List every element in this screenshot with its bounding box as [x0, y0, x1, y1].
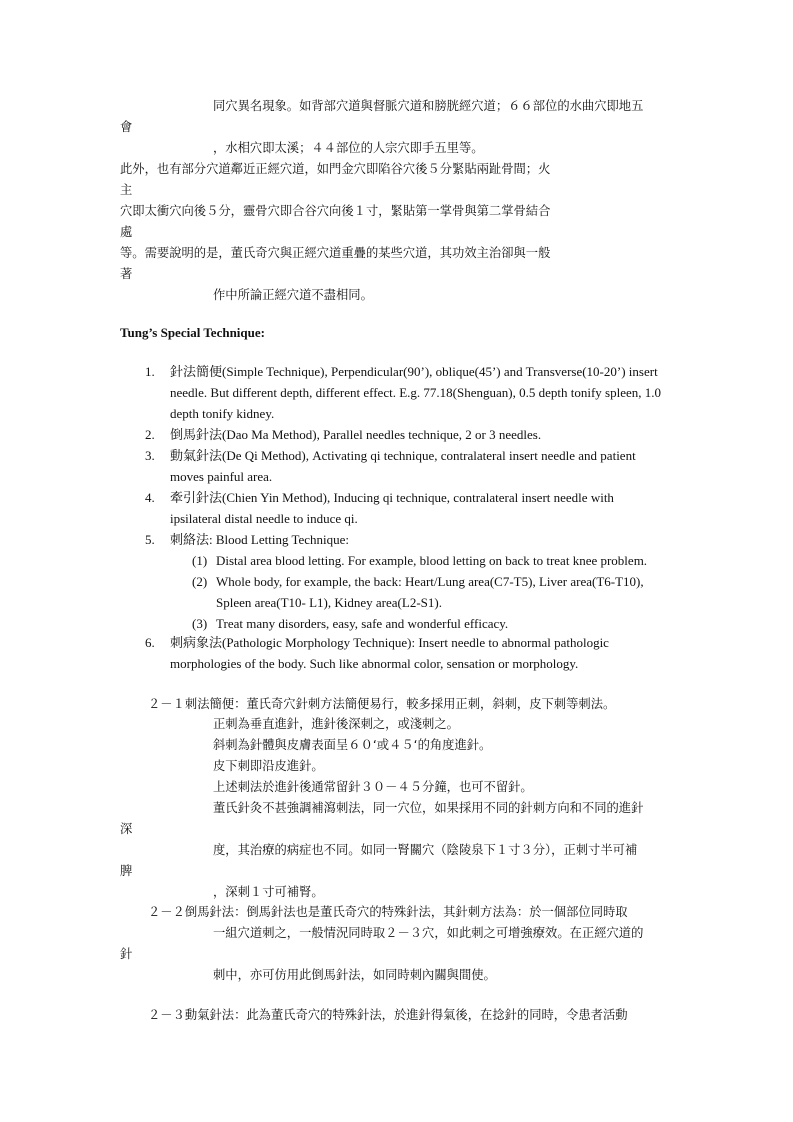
techniques-line: (1)	[192, 553, 208, 568]
section2-line: 董氏針灸不甚強調補瀉刺法，同一穴位，如果採用不同的針刺方向和不同的進針	[213, 801, 644, 815]
techniques-line: 6.	[145, 635, 155, 650]
techniques-line: 刺病象法(Pathologic Morphology Technique): Insert needle to abnormal pathologic	[170, 635, 609, 650]
techniques-line: 3.	[145, 448, 155, 463]
techniques-line: morphologies of the body. Such like abnormal color, sensation or morphology.	[170, 656, 579, 671]
section2-line: 刺中，亦可仿用此倒馬針法，如同時刺內關與間使。	[213, 968, 496, 982]
section2-line: ２－２倒馬針法：倒馬針法也是董氏奇穴的特殊針法，其針刺方法為：於一個部位同時取	[148, 905, 628, 919]
section2-line: ２－１刺法簡便：董氏奇穴針刺方法簡便易行，較多採用正刺，斜刺，皮下刺等刺法。	[148, 697, 616, 711]
section2-line: 一組穴道刺之，一般情況同時取２－３穴，如此刺之可增強療效。在正經穴道的	[213, 926, 644, 940]
intro-line: 穴即太衝穴向後５分，靈骨穴即合谷穴向後１寸，緊貼第一掌骨與第二掌骨結合	[120, 204, 551, 218]
section2-line: 正刺為垂直進針，進針後深刺之，或淺刺之。	[213, 717, 459, 731]
section2-line: 斜刺為針體與皮膚表面呈６０‘或４５‘的角度進針。	[213, 738, 492, 752]
techniques-line: 4.	[145, 490, 155, 505]
techniques-line: (2)	[192, 574, 208, 589]
section2-line: 度，其治療的病症也不同。如同一腎關穴（陰陵泉下１寸３分），正刺寸半可補	[213, 843, 638, 857]
techniques-line: Distal area blood letting. For example, blood letting on back to treat knee problem.	[216, 553, 648, 568]
techniques-line: 1.	[145, 364, 155, 379]
section-heading: Tung’s Special Technique:	[120, 325, 265, 340]
section2-line: 脾	[120, 864, 133, 878]
techniques-line: 2.	[145, 427, 155, 442]
section2-line: 皮下刺即沿皮進針。	[213, 759, 324, 773]
intro-line: 處	[120, 225, 133, 239]
techniques-line: 牽引針法(Chien Yin Method), Inducing qi technique, contralateral insert needle with	[170, 490, 614, 505]
section2-line: ２－３動氣針法：此為董氏奇穴的特殊針法，於進針得氣後，在捻針的同時，令患者活動	[148, 1008, 628, 1022]
techniques-line: 倒馬針法(Dao Ma Method), Parallel needles technique, 2 or 3 needles.	[170, 427, 542, 442]
section2-line: 上述刺法於進針後通常留針３０－４５分鐘，也可不留針。	[213, 780, 533, 794]
intro-line: 主	[120, 183, 133, 197]
intro-line: 著	[120, 267, 133, 281]
techniques-line: (3)	[192, 616, 208, 631]
intro-line: 此外，也有部分穴道鄰近正經穴道，如門金穴即陷谷穴後５分緊貼兩趾骨間；火	[120, 162, 551, 176]
intro-line: ，水相穴即太溪；４４部位的人宗穴即手五里等。	[213, 141, 484, 155]
techniques-line: Treat many disorders, easy, safe and wonderful efficacy.	[216, 616, 509, 631]
intro-line: 等。需要說明的是，董氏奇穴與正經穴道重疊的某些穴道，其功效主治卻與一般	[120, 246, 551, 260]
section2-line: 針	[120, 947, 133, 961]
intro-line: 作中所論正經穴道不盡相同。	[213, 288, 373, 302]
techniques-line: 針法簡便(Simple Technique), Perpendicular(90’), oblique(45’) and Transverse(10-20’) insert	[170, 364, 658, 379]
techniques-line: 動氣針法(De Qi Method), Activating qi technique, contralateral insert needle and patient	[170, 448, 636, 463]
section2-line: ，深刺１寸可補腎。	[213, 885, 324, 899]
techniques-line: 5.	[145, 532, 155, 547]
techniques-line: Spleen area(T10- L1), Kidney area(L2-S1).	[216, 595, 442, 610]
techniques-line: Whole body, for example, the back: Heart/Lung area(C7-T5), Liver area(T6-T10),	[216, 574, 644, 589]
intro-line: 會	[120, 120, 133, 134]
section2-line: 深	[120, 822, 133, 836]
techniques-line: moves painful area.	[170, 469, 273, 484]
intro-line: 同穴異名現象。如背部穴道與督脈穴道和膀胱經穴道；６６部位的水曲穴即地五	[213, 99, 644, 113]
techniques-line: needle. But different depth, different effect. E.g. 77.18(Shenguan), 0.5 depth tonify spleen, 1.0	[170, 385, 661, 400]
techniques-line: depth tonify kidney.	[170, 406, 275, 421]
techniques-line: ipsilateral distal needle to induce qi.	[170, 511, 358, 526]
techniques-line: 刺絡法: Blood Letting Technique:	[170, 532, 350, 547]
